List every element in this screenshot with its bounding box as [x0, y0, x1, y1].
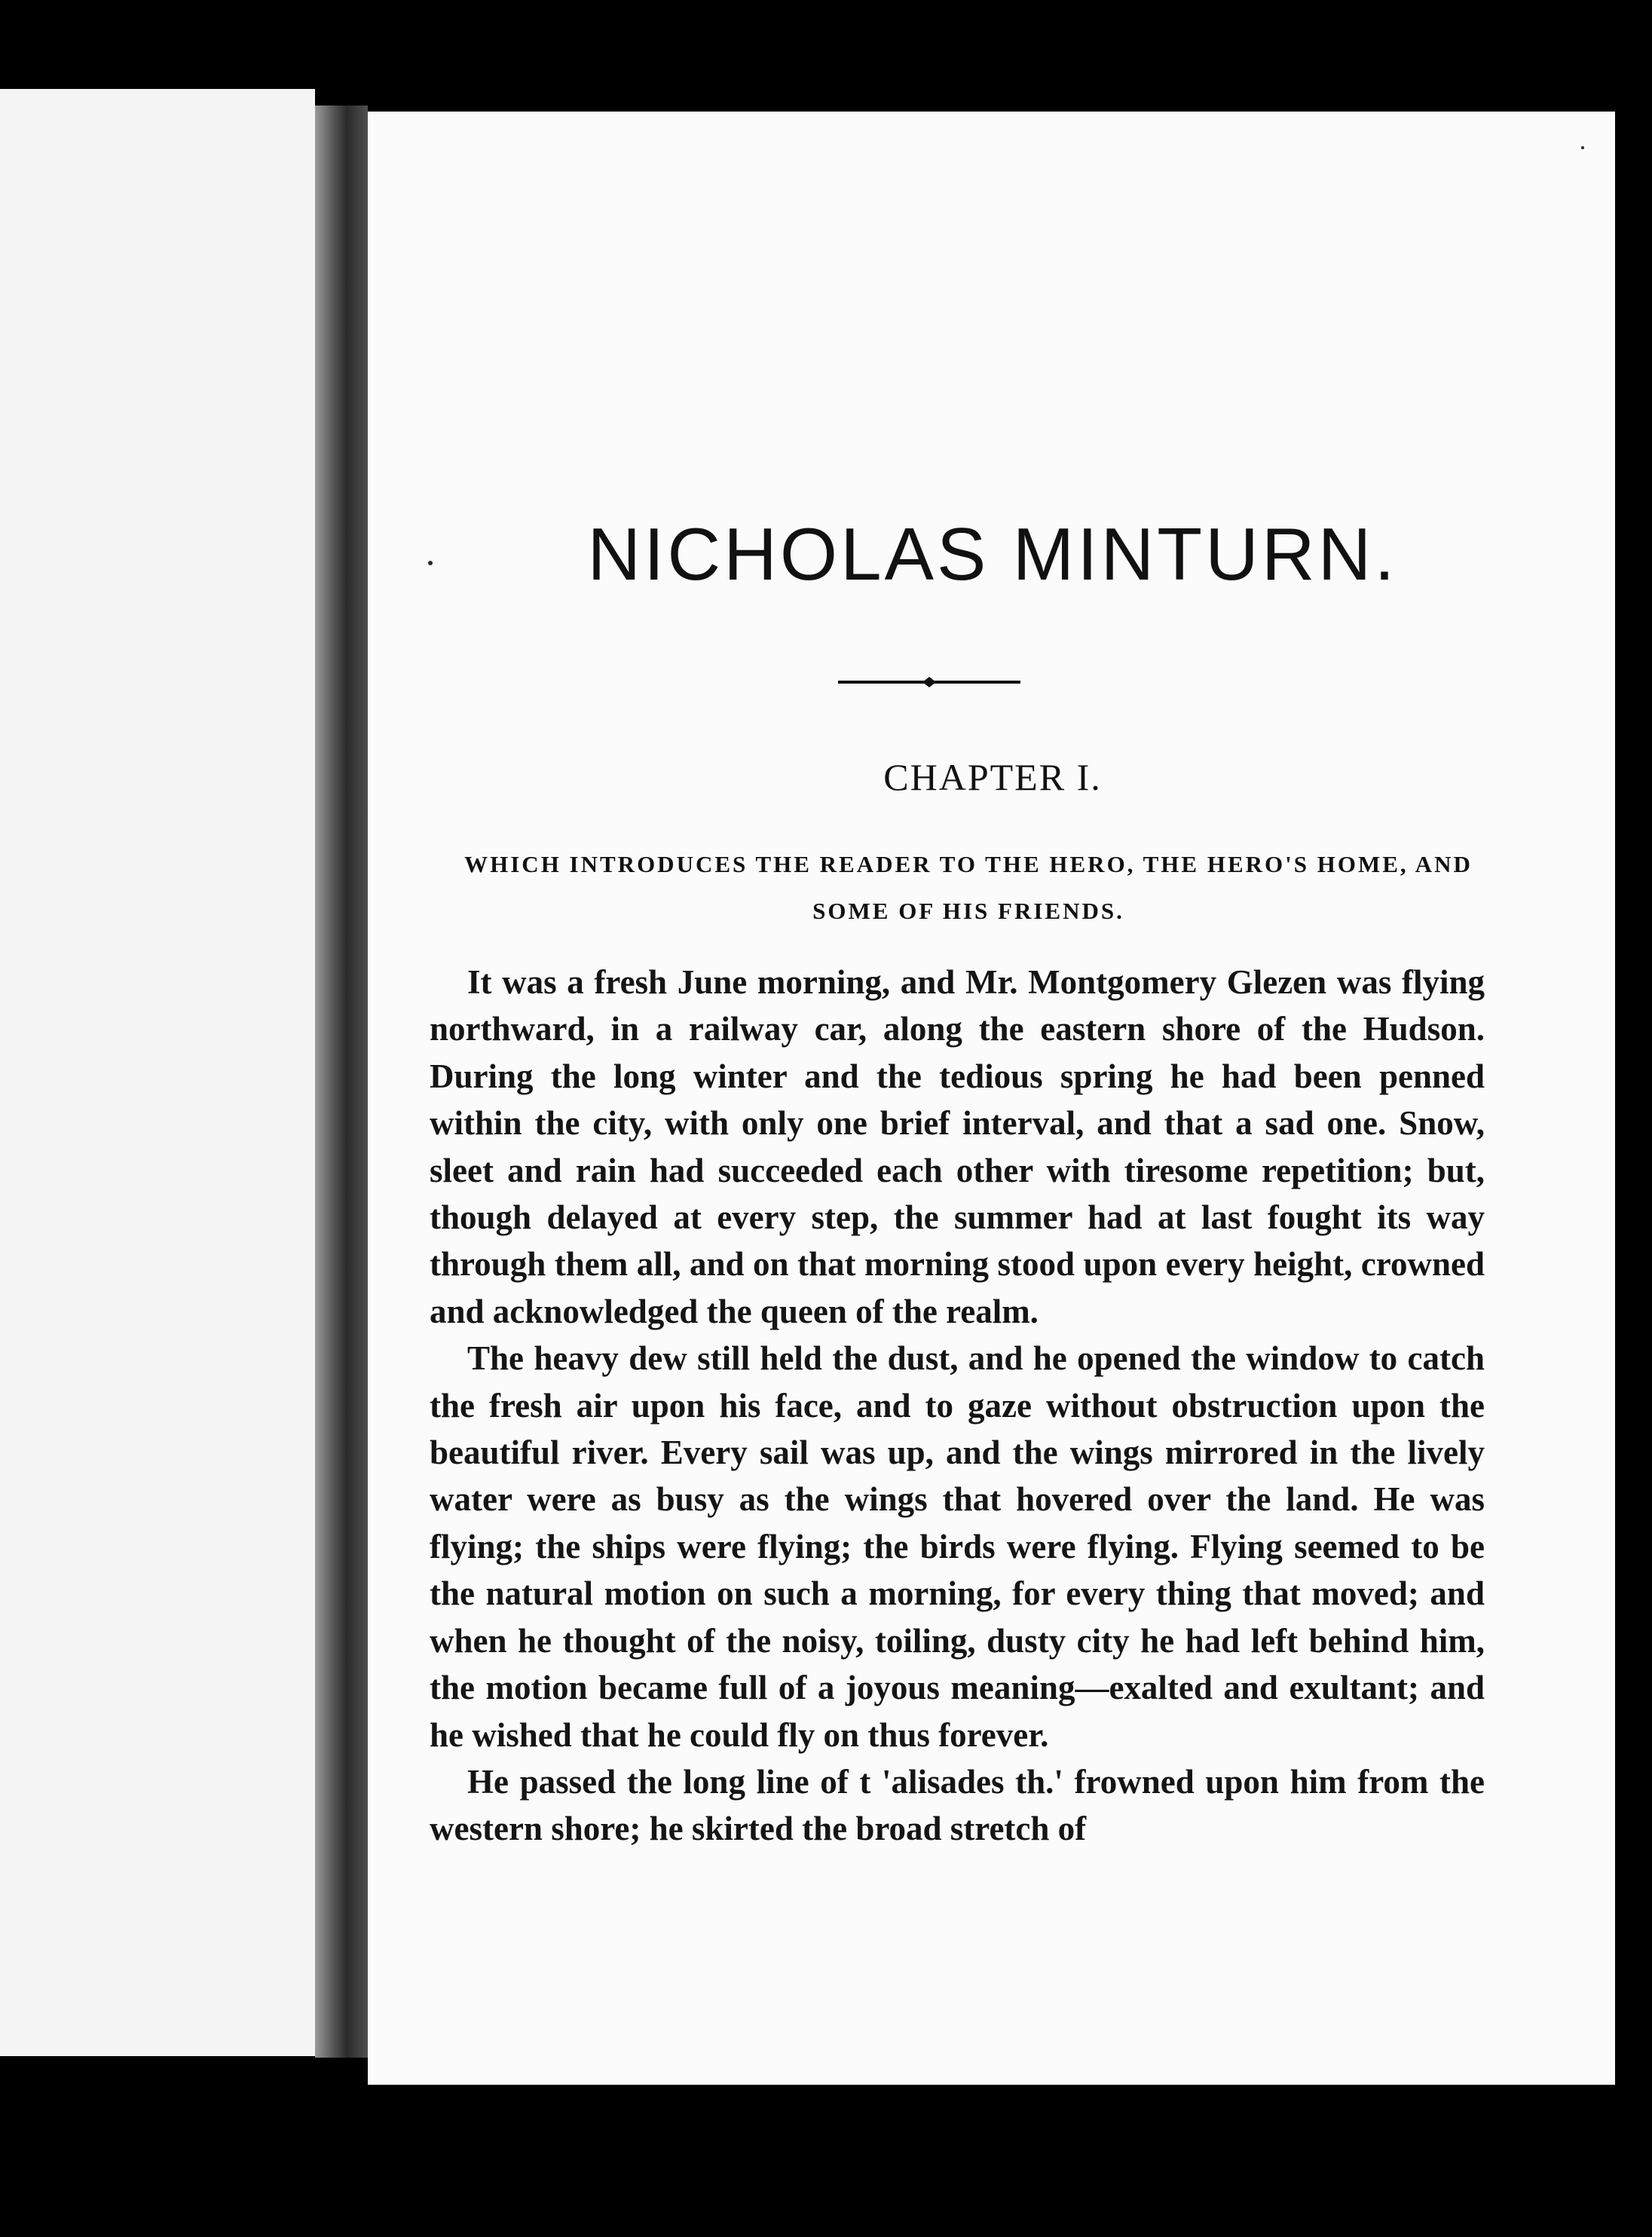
chapter-heading: CHAPTER I. [883, 756, 1102, 798]
book-title: NICHOLAS MINTURN. [587, 513, 1398, 595]
paragraph: He passed the long line of t 'alisades th.' frowned upon him from the western shore; he skirted the broad stretch of [430, 1762, 1485, 1848]
body-text [430, 959, 1485, 1853]
paragraph: It was a fresh June morning, and Mr. Montgomery Glezen was flying northward, in a railway car, along the eastern shore of the Hudson. During the long winter and the tedious spring he had been penned within the city, with only one brief interval, and that a sad one. Snow, sleet and rain had succeeded each other with tiresome repetition; but, though delayed at every step, the summer had at last fought its way through them all, and on that morning stood upon every height, crowned and acknowledged the queen of the realm. [430, 963, 1485, 1330]
ornamental-rule [838, 675, 1020, 689]
right-page [368, 112, 1615, 2085]
ink-speck [1581, 146, 1584, 149]
paragraph: The heavy dew still held the dust, and he opened the window to catch the fresh air upon his face, and to gaze without obstruction upon the beautiful river. Every sail was up, and the wings mirrored in the lively water were as busy as the wings that hovered over the land. He was flying; the ships were flying; the birds were flying. Flying seemed to be the natural motion on such a morning, for every thing that moved; and when he thought of the noisy, toiling, dusty city he had left behind him, the motion became full of a joyous meaning—exalted and exultant; and he wished that he could fly on thus forever. [430, 1339, 1485, 1754]
left-page [0, 89, 315, 2056]
chapter-subtitle: WHICH INTRODUCES THE READER TO THE HERO, THE HERO'S HOME, AND SOME OF HIS FRIENDS. [464, 851, 1473, 924]
book-gutter [315, 106, 368, 2058]
